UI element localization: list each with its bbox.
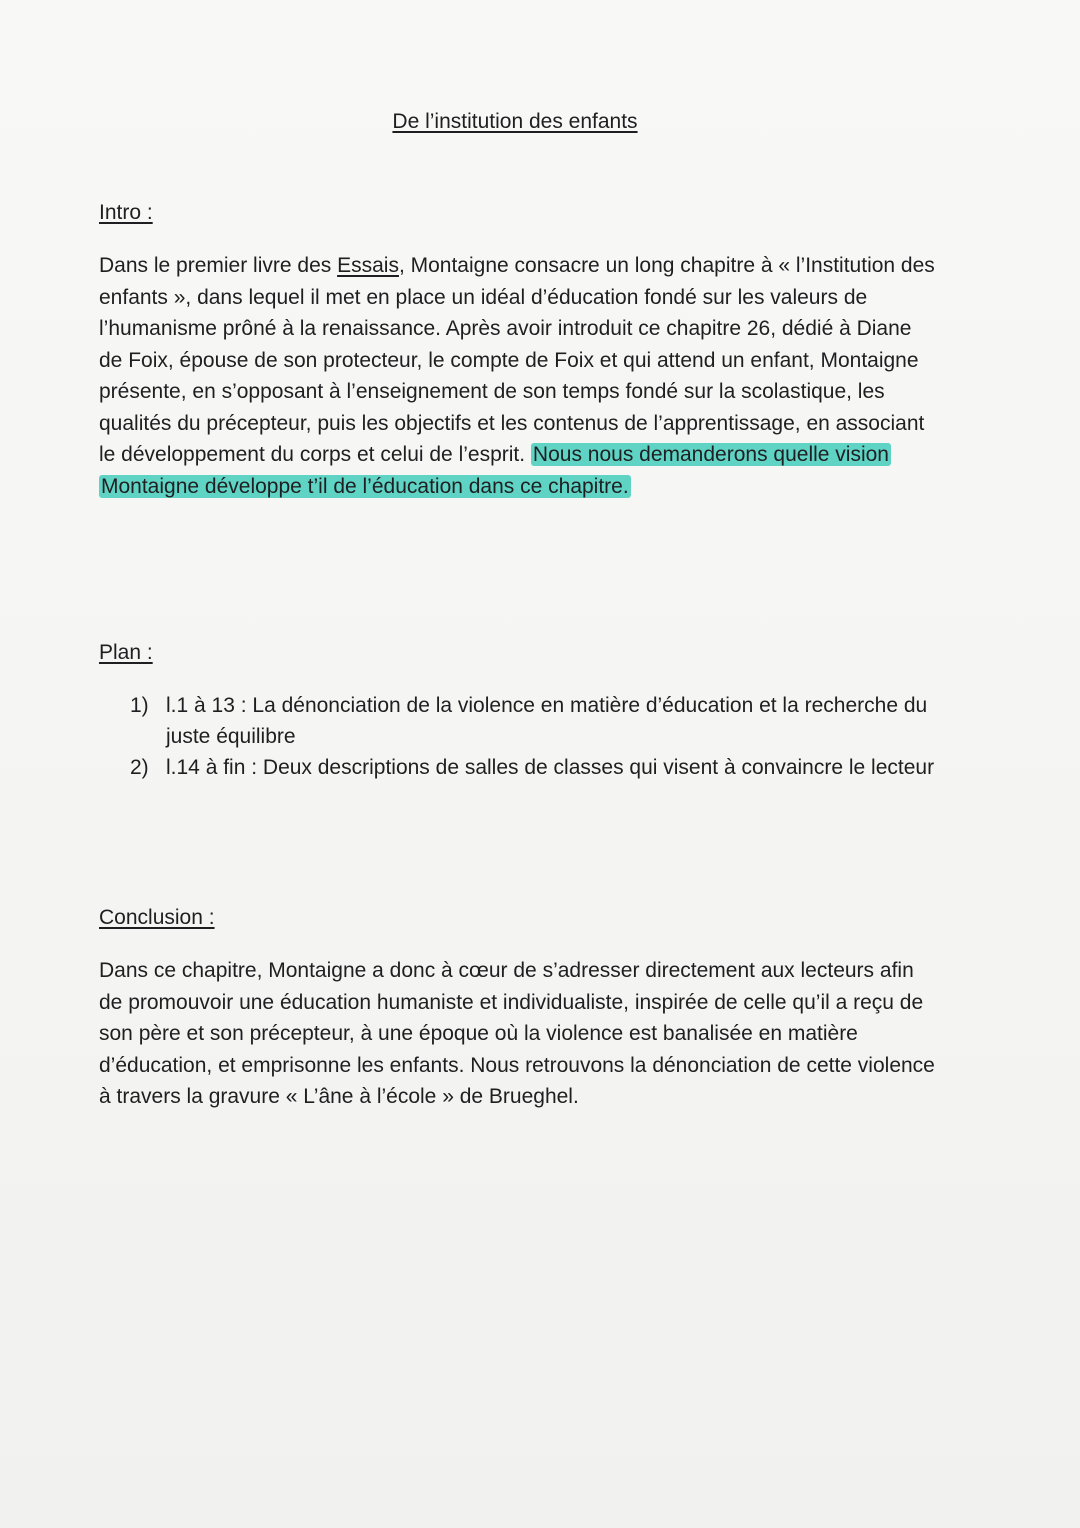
plan-item — [130, 690, 940, 752]
plan-item-text: Deux descriptions de salles de classes qui visent à convaincre le lecteur — [257, 756, 935, 779]
conclusion-paragraph: Dans ce chapitre, Montaigne a donc à cœur de s’adresser directement aux lecteurs afin de promouvoir une éducation humaniste et individualiste, inspirée de celle qu’il a reçu de son père et son précepteur, à une époque où la violence est banalisée en matière d’éducation, et emprisonne les enfants. Nous retrouvons la dénonciation de cette violence à travers la gravure « L’âne à l’école » de Brueghel. — [99, 959, 935, 1108]
plan-item-number: 2) — [130, 756, 149, 779]
intro-paragraph — [99, 250, 939, 502]
book-title-essais: Essais — [337, 254, 399, 277]
document-title: De l’institution des enfants — [392, 110, 638, 133]
plan-item-number: 1) — [130, 694, 149, 717]
conclusion-heading: Conclusion : — [99, 906, 215, 929]
intro-heading: Intro : — [99, 201, 153, 224]
highlighted-problem-question: Nous nous demanderons quelle vision Montaigne développe t’il de l’éducation dans ce chapitre. — [101, 443, 889, 498]
plan-item-lines: l.1 à 13 : — [166, 694, 247, 717]
plan-item-lines: l.14 à fin : — [166, 756, 258, 779]
plan-heading: Plan : — [99, 641, 153, 664]
intro-text-body: , Montaigne consacre un long chapitre à « l’Institution des enfants », dans lequel il met en place un idéal d’éducation fondé sur les valeurs de l’humanisme prôné à la renaissance. Après avoir introduit ce chapitre 26, dédié à Diane de Foix, épouse de son protecteur, le compte de Foix et qui attend un enfant, Montaigne présente, en s’opposant à l’enseignement de son temps fondé sur la scolastique, les qualités du précepteur, puis les objectifs et les contenus de l’apprentissage, en associant le développement du corps et celui de l’esprit. — [99, 254, 935, 466]
intro-text-start: Dans le premier livre des — [99, 254, 338, 277]
plan-item-text: La dénonciation de la violence en matière d’éducation et la recherche du juste équilibre — [166, 694, 928, 748]
plan-list — [130, 690, 940, 783]
plan-item — [130, 752, 940, 783]
